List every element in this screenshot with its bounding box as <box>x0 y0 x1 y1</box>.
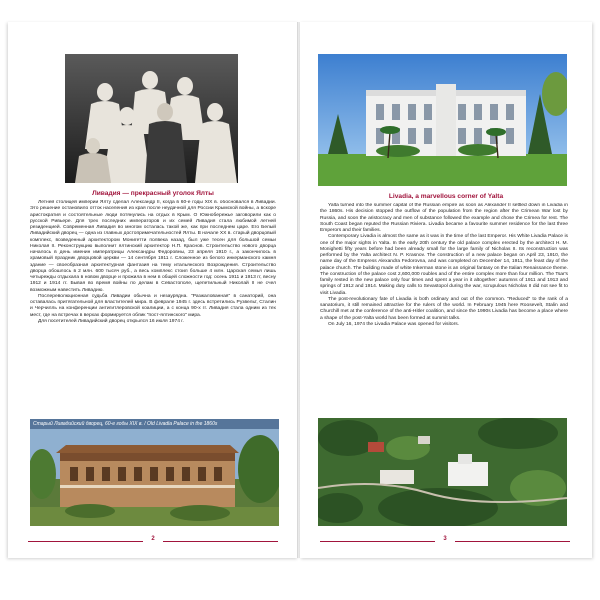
right-paragraph-3: The post-revolutionary fate of Livadia is both ordinary and out of the common. "Reduced" to the rank of a sanatorium, it still remained attractive for the rulers of the world. In February 1945 here Roosevelt, Stalin and Churchill met at the conference of the anti-Hitler coalition, and since the 1990s Livadia has become a place where a shape of the post-Yalta world has been formed at summit talks. <box>320 296 568 321</box>
right-page <box>300 22 592 558</box>
left-page <box>8 22 298 558</box>
right-paragraph-2: Contemporary Livadia is almost the same as it was in the time of the last Emperor. His White Livadia Palace is one of the major sights in Yalta. In the early 20th century the old palace complex erected by the architect H. M. Monighetti fifty years before had been already small for the large family of Nicholas II. Its reconstruction was performed by the Yalta architect N. P. Krasnov. The construction of a new palace began on April 23, 1910, the name day of the Empress Alexandra Fedorovna, and was completed on December 14, 1911, the feast day of the palace church. The building made of white Inkerman stone is an original fantasy on the Italian Renaissance theme. The construction of the palace cost 2,600,000 roubles and of the entire complex more than four million. The Tsar's family rested in the new palace only four times and spent a year in it altogether: autumns of 1911 and 1913 and springs of 1912 and 1914. Making duty calls to Sevastopol during the war, scrupulous Nicholas II did not see fit to visit Livadia. <box>320 234 568 296</box>
old-palace-caption: Старый Ливадийский дворец, 60-е годы XIX в. / Old Livadia Palace in the 1860s <box>30 419 279 429</box>
page-number-3: 3 <box>443 536 447 542</box>
footer-rule-right <box>455 541 570 542</box>
footer-rule-left <box>320 541 435 542</box>
right-paragraph-4: On July 16, 1974 the Livadia Palace was opened for visitors. <box>328 321 460 327</box>
old-palace-photo <box>30 419 279 526</box>
right-paragraph-1: Yalta turned into the summer capital of the Russian empire as soon as Alexander II settled down in Livadia in the 1860s. His decision stopped the outflow of the population from the region after the Crimean War lost by Russia, and soon the aristocracy and men of substance followed the example and chose the Crimea for rest. The South Coast began reputed the Russian Riviera. Livadia became a favourite summer residence for the last three Emperors and their families. <box>320 203 568 233</box>
left-paragraph-3: Для посетителей Ливадийский дворец открылся 16 июля 1974 г. <box>38 318 184 324</box>
aerial-livadia-photo <box>318 418 567 526</box>
right-page-body <box>320 203 568 409</box>
footer-rule-left <box>28 541 143 542</box>
book-spread <box>8 22 592 558</box>
right-page-footer <box>320 536 570 546</box>
left-paragraph-2: Послереволюционная судьба Ливадии обычна и незаурядна. "Разжалованная" в санаторий, она оставалась притягательной для властителей мира. В феврале 1945 г. здесь встретились Рузвельт, Сталин и Черчилль на конференции антигитлеровской коалиции, а с конца 90-х гг. Ливадия стала одним из тех мест, где на встречах в верхах формируется облик "пост-ялтинского" мира. <box>30 293 276 318</box>
footer-rule-right <box>163 541 278 542</box>
left-page-footer <box>28 536 278 546</box>
white-palace-photo <box>318 54 567 186</box>
left-page-title: Ливадия — прекрасный уголок Ялты <box>92 190 214 197</box>
left-page-body <box>30 200 276 406</box>
page-number-2: 2 <box>151 536 155 542</box>
right-page-title: Livadia, a marvellous corner of Yalta <box>388 193 504 200</box>
left-paragraph-1: Летней столицей империи Ялту сделал Александр II, когда в 60-е годы XIX в. обосновался в Ливадии. Это решение остановило отток населения из края после неудачной для России Крымской войны, а вскоре аристократия и состоятельные люди потянулись на отдых в Крым. О Южнобережье заговорили как о русской Ривьере. Для трех последних императоров и их семей Ливадия стала любимой летней резиденцией. Современная Ливадия во многом осталась такой же, как при последнем царе. Его Белый Ливадийский дворец — одна из главных достопримечательностей Ялты. В начале XX в. старый дворцовый комплекс, возведенный архитектором Монигетти полвека назад, был уже тесен для большой семьи Николая II. Реконструкцию выполнит ялтинский архитектор Н.П. Краснов. Строительство нового дворца началось в день именин императрицы Александры Федоровны, 23 апреля 1910 г., а закончилось в храмовый праздник дворцовой церкви — 14 сентября 1911 г. Сложенное из белого инкерманского камня здание — своеобразная архитектурная фантазия на тему итальянского Возрождения. Строительство дворца обошлось в 2 млн. 600 тысяч руб., а весь комплекс стоил больше 4 млн. Царская семья лишь четырежды отдыхала в новом дворце и прожила в нем в общей сложности год: осень 1911 и 1913 гг, весну 1912 и 1914 гг. Бывая во время войны по делам в Севастополе, щепетильный Николай II не счел возможным навестить Ливадию. <box>30 200 276 293</box>
royal-family-photo <box>65 54 238 183</box>
